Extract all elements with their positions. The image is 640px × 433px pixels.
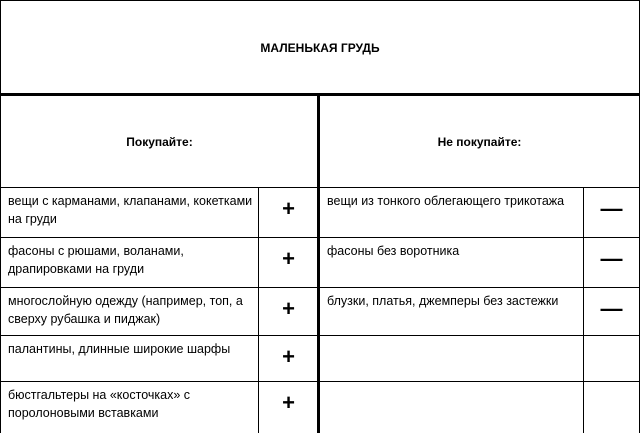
plus-icon: +	[282, 196, 295, 221]
dont-buy-header: Не покупайте:	[437, 135, 522, 149]
plus-icon: +	[282, 390, 295, 415]
header-divider	[0, 187, 640, 188]
row-divider	[0, 237, 640, 238]
buy-header: Покупайте:	[126, 135, 193, 149]
plus-icon: +	[282, 296, 295, 321]
buy-item-2: фасоны с рюшами, воланами, драпировками на груди	[8, 244, 184, 276]
minus-icon: —	[600, 246, 623, 271]
column-divider-buy-mark	[258, 187, 259, 433]
row-divider	[0, 287, 640, 288]
dont-buy-item-5	[319, 382, 583, 433]
table-border-top	[0, 0, 640, 1]
dont-buy-item-3: блузки, платья, джемперы без застежки	[327, 294, 559, 308]
plus-icon: +	[282, 344, 295, 369]
table-border-left	[0, 0, 1, 433]
buy-item-5: бюстгальтеры на «косточках» с поролоновыми вставками	[8, 388, 191, 420]
empty-mark-cell	[583, 382, 640, 433]
title-divider	[0, 93, 640, 96]
dont-buy-item-4	[319, 336, 583, 382]
plus-icon: +	[282, 246, 295, 271]
table-title: МАЛЕНЬКАЯ ГРУДЬ	[260, 41, 380, 55]
row-divider	[0, 335, 640, 336]
column-divider-main	[317, 94, 320, 433]
row-divider	[0, 381, 640, 382]
minus-icon: —	[600, 296, 623, 321]
empty-mark-cell	[583, 336, 640, 382]
dont-buy-item-1: вещи из тонкого облегающего трикотажа	[327, 194, 565, 208]
minus-icon: —	[600, 196, 623, 221]
dont-buy-item-2: фасоны без воротника	[327, 244, 460, 258]
column-divider-dont-mark	[583, 187, 584, 433]
buy-item-3: многослойную одежду (например, топ, а сверху рубашка и пиджак)	[8, 294, 243, 326]
buy-item-4: палантины, длинные широкие шарфы	[8, 342, 231, 356]
buy-item-1: вещи с карманами, клапанами, кокетками на груди	[8, 194, 253, 226]
